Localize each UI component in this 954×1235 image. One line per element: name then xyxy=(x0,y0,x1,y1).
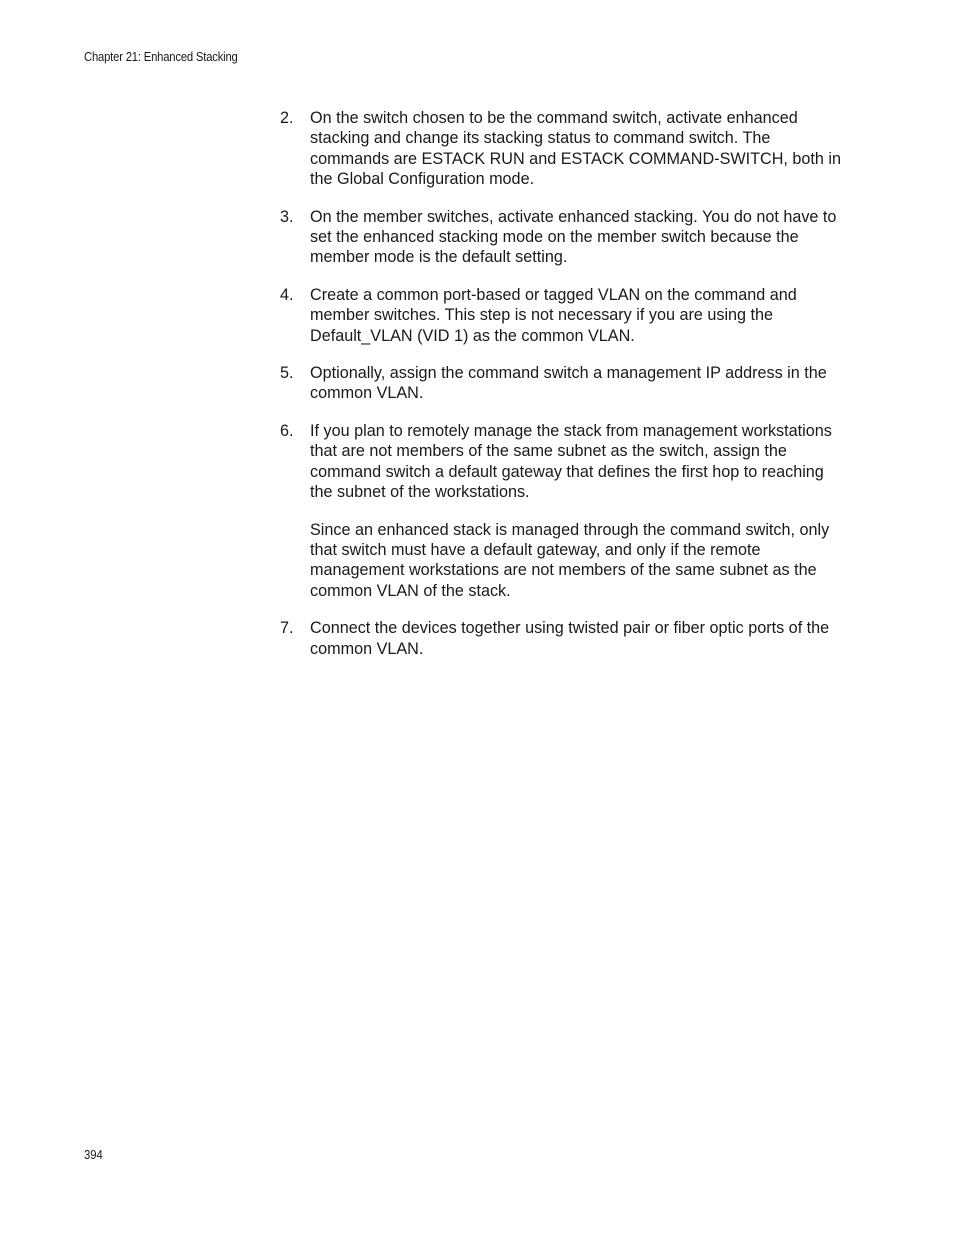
step-item xyxy=(280,618,845,659)
running-header: Chapter 21: Enhanced Stacking xyxy=(84,50,238,64)
step-body xyxy=(310,421,845,601)
step-paragraph: If you plan to remotely manage the stack from management workstations that are not members of the same subnet as the switch, assign the command switch a default gateway that defines the first hop to reaching the subnet of the workstations. xyxy=(310,421,832,502)
step-body xyxy=(310,108,845,190)
step-paragraph: Since an enhanced stack is managed through the command switch, only that switch must have a default gateway, and only if the remote management workstations are not members of the same subnet as the common VLAN of the stack. xyxy=(310,520,830,600)
step-number: 5. xyxy=(280,364,294,383)
step-item xyxy=(280,108,845,190)
step-number: 7. xyxy=(280,619,294,638)
step-body xyxy=(310,363,845,404)
step-item xyxy=(280,207,845,268)
step-paragraph: Connect the devices together using twisted pair or fiber optic ports of the common VLAN. xyxy=(310,619,830,658)
step-body xyxy=(310,207,845,268)
step-body xyxy=(310,618,845,659)
step-body xyxy=(310,285,845,346)
step-list xyxy=(280,108,845,676)
step-paragraph: On the member switches, activate enhanced stacking. You do not have to set the enhanced stacking mode on the member switch because the member mode is the default setting. xyxy=(310,207,837,267)
step-paragraph: Create a common port-based or tagged VLAN on the command and member switches. This step is not necessary if you are using the Default_VLAN (VID 1) as the common VLAN. xyxy=(310,285,797,345)
page-number: 394 xyxy=(84,1148,103,1162)
step-number: 3. xyxy=(280,207,294,226)
step-paragraph: Optionally, assign the command switch a management IP address in the common VLAN. xyxy=(310,364,827,403)
step-number: 6. xyxy=(280,421,294,440)
step-item xyxy=(280,363,845,404)
step-number: 2. xyxy=(280,109,294,127)
step-item xyxy=(280,285,845,346)
step-number: 4. xyxy=(280,285,294,304)
step-paragraph: On the switch chosen to be the command switch, activate enhanced stacking and change its stacking status to command switch. The commands are ESTACK RUN and ESTACK COMMAND-SWITCH, both in the Global Configuration mode. xyxy=(310,109,842,189)
step-item xyxy=(280,421,845,601)
